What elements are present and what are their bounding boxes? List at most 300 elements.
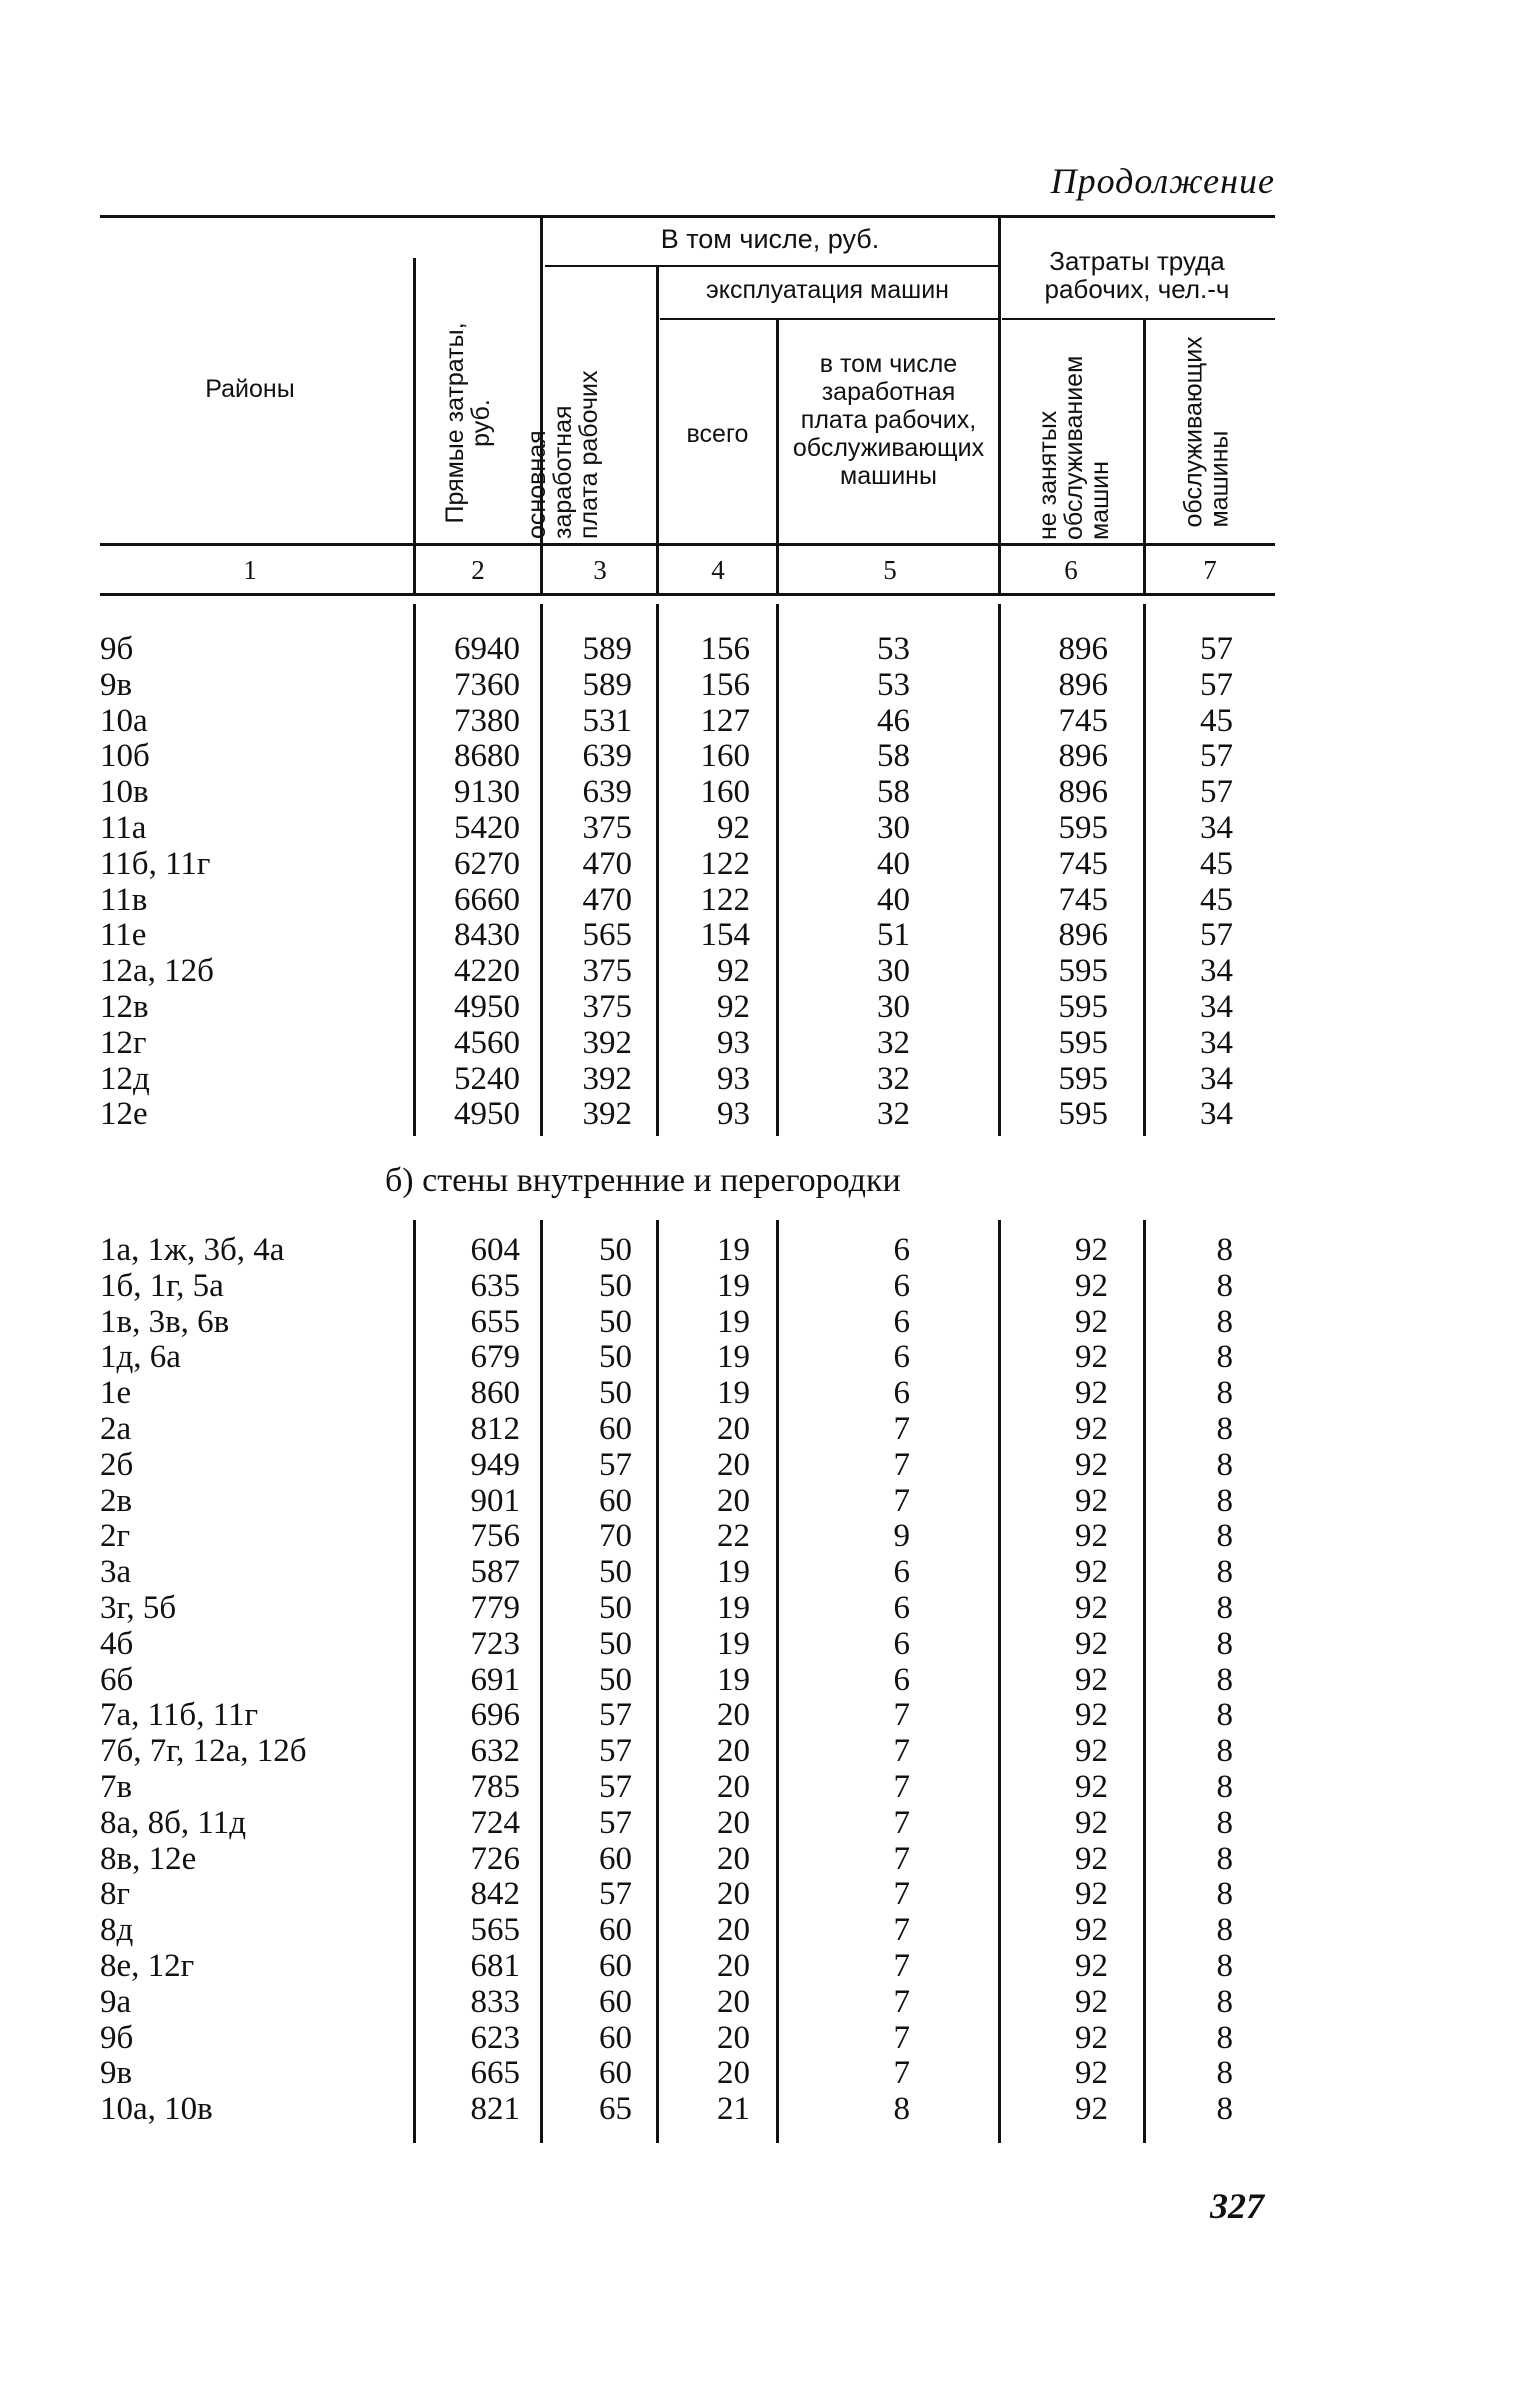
cell-labor-serving: 57 [1200, 917, 1233, 954]
cell-labor-not-serving: 92 [1075, 1912, 1108, 1949]
colnum-1: 1 [243, 555, 257, 585]
cell-machine-wage: 6 [893, 1590, 910, 1626]
table-row [0, 1734, 1520, 1770]
cell-machines-total: 122 [700, 881, 750, 918]
colnum-5: 5 [883, 555, 897, 585]
cell-base-wage: 589 [582, 666, 632, 703]
cell-labor-serving: 8 [1216, 1733, 1233, 1770]
cell-labor-serving: 8 [1216, 1697, 1233, 1734]
cell-base-wage: 57 [599, 1769, 632, 1805]
table-row [0, 1448, 1520, 1484]
cell-labor-serving: 34 [1200, 1096, 1233, 1133]
cell-labor-not-serving: 92 [1075, 1661, 1108, 1698]
cell-machines-total: 20 [717, 1733, 750, 1770]
cell-labor-not-serving: 92 [1075, 1625, 1108, 1662]
cell-labor-not-serving: 595 [1058, 810, 1108, 846]
header-direct-costs: Прямые затраты, руб. [441, 322, 495, 524]
cell-machine-wage: 6 [893, 1267, 910, 1304]
table-row [0, 1985, 1520, 2021]
table-row [0, 2021, 1520, 2057]
cell-district: 9а [100, 1983, 132, 2020]
cell-direct-costs: 724 [470, 1804, 520, 1841]
cell-direct-costs: 860 [470, 1375, 520, 1412]
cell-direct-costs: 4560 [454, 1024, 520, 1061]
cell-labor-not-serving: 92 [1075, 1267, 1108, 1304]
cell-machine-wage: 7 [893, 2019, 910, 2056]
table-row [0, 1877, 1520, 1913]
cell-labor-serving: 34 [1200, 989, 1233, 1025]
cell-direct-costs: 842 [470, 1876, 520, 1913]
cell-labor-serving: 8 [1216, 1948, 1233, 1984]
cell-labor-not-serving: 92 [1075, 1769, 1108, 1805]
cell-base-wage: 375 [582, 810, 632, 846]
cell-district: 8г [100, 1876, 131, 1913]
cell-machines-total: 160 [700, 774, 750, 811]
cell-direct-costs: 723 [470, 1625, 520, 1662]
cell-direct-costs: 679 [470, 1339, 520, 1376]
cell-machine-wage: 7 [893, 2055, 910, 2092]
header-machine-operator-wage: в том числе заработная плата рабочих, обслуживающих машины [792, 350, 985, 490]
cell-base-wage: 375 [582, 953, 632, 990]
table-row [0, 1097, 1520, 1133]
cell-machines-total: 19 [717, 1232, 750, 1268]
header-not-serving-machines: не занятых обслуживанием машин [1034, 355, 1114, 540]
cell-district: 11в [100, 881, 148, 918]
cell-labor-serving: 45 [1200, 702, 1233, 739]
cell-machine-wage: 7 [893, 1804, 910, 1841]
cell-base-wage: 50 [599, 1339, 632, 1376]
header-labor-group: Затраты труда рабочих, чел.-ч [1044, 246, 1230, 304]
cell-labor-serving: 57 [1200, 774, 1233, 811]
cell-base-wage: 639 [582, 774, 632, 811]
cell-labor-not-serving: 92 [1075, 2055, 1108, 2092]
cell-direct-costs: 8680 [454, 738, 520, 775]
cell-district: 3а [100, 1554, 132, 1591]
cell-labor-serving: 8 [1216, 1590, 1233, 1626]
cell-machine-wage: 7 [893, 1733, 910, 1770]
colnum-4: 4 [711, 555, 725, 585]
continuation-label: Продолжение [1050, 161, 1275, 201]
cell-district: 3г, 5б [100, 1590, 177, 1626]
cell-machine-wage: 53 [877, 666, 910, 703]
cell-district: 7б, 7г, 12а, 12б [100, 1733, 307, 1770]
cell-labor-not-serving: 896 [1058, 774, 1108, 811]
table-row [0, 1949, 1520, 1985]
cell-labor-serving: 8 [1216, 2055, 1233, 2092]
cell-base-wage: 60 [599, 1983, 632, 2020]
cell-base-wage: 57 [599, 1697, 632, 1734]
cell-labor-not-serving: 595 [1058, 1060, 1108, 1097]
section-b-title: б) стены внутренние и перегородки [385, 1162, 901, 1199]
cell-direct-costs: 623 [470, 2019, 520, 2056]
cell-machines-total: 92 [717, 953, 750, 990]
cell-district: 10а [100, 702, 148, 739]
cell-district: 9б [100, 2019, 134, 2056]
cell-machines-total: 19 [717, 1267, 750, 1304]
table-row [0, 739, 1520, 775]
cell-base-wage: 60 [599, 1411, 632, 1447]
cell-direct-costs: 632 [470, 1733, 520, 1770]
cell-base-wage: 60 [599, 1912, 632, 1949]
cell-base-wage: 470 [582, 881, 632, 918]
cell-labor-serving: 8 [1216, 1411, 1233, 1447]
cell-machine-wage: 46 [877, 702, 910, 739]
cell-district: 2г [100, 1518, 131, 1555]
header-vline-1 [413, 258, 416, 594]
cell-direct-costs: 691 [470, 1661, 520, 1698]
cell-labor-serving: 45 [1200, 881, 1233, 918]
cell-base-wage: 60 [599, 1482, 632, 1519]
cell-labor-not-serving: 595 [1058, 1024, 1108, 1061]
cell-base-wage: 50 [599, 1625, 632, 1662]
cell-machines-total: 20 [717, 1804, 750, 1841]
cell-district: 7в [100, 1769, 133, 1805]
cell-machines-total: 20 [717, 1769, 750, 1805]
cell-labor-serving: 8 [1216, 1876, 1233, 1913]
cell-base-wage: 60 [599, 1840, 632, 1877]
header-districts: Районы [205, 375, 295, 403]
cell-direct-costs: 4950 [454, 989, 520, 1025]
cell-machines-total: 127 [700, 702, 750, 739]
cell-machines-total: 20 [717, 1482, 750, 1519]
table-row [0, 1269, 1520, 1305]
cell-direct-costs: 756 [470, 1518, 520, 1555]
cell-district: 9в [100, 2055, 133, 2092]
cell-labor-not-serving: 92 [1075, 1339, 1108, 1376]
cell-labor-serving: 34 [1200, 953, 1233, 990]
cell-labor-serving: 8 [1216, 1769, 1233, 1805]
table-row [0, 1663, 1520, 1699]
table-row [0, 1770, 1520, 1806]
cell-machine-wage: 6 [893, 1303, 910, 1340]
cell-direct-costs: 949 [470, 1446, 520, 1483]
cell-direct-costs: 833 [470, 1983, 520, 2020]
cell-labor-serving: 8 [1216, 2019, 1233, 2056]
cell-machines-total: 20 [717, 1446, 750, 1483]
table-row [0, 1842, 1520, 1878]
cell-labor-serving: 57 [1200, 738, 1233, 775]
cell-labor-serving: 8 [1216, 1375, 1233, 1412]
cell-base-wage: 60 [599, 2019, 632, 2056]
cell-machines-total: 93 [717, 1024, 750, 1061]
cell-direct-costs: 6270 [454, 845, 520, 882]
cell-machines-total: 19 [717, 1554, 750, 1591]
cell-labor-not-serving: 595 [1058, 953, 1108, 990]
cell-machine-wage: 32 [877, 1060, 910, 1097]
cell-labor-not-serving: 92 [1075, 1375, 1108, 1412]
table-row [0, 1806, 1520, 1842]
cell-labor-serving: 57 [1200, 666, 1233, 703]
table-row [0, 1062, 1520, 1098]
cell-machines-total: 160 [700, 738, 750, 775]
table-row [0, 2092, 1520, 2128]
cell-direct-costs: 779 [470, 1590, 520, 1626]
cell-machine-wage: 6 [893, 1375, 910, 1412]
cell-machines-total: 19 [717, 1661, 750, 1698]
cell-direct-costs: 5420 [454, 810, 520, 846]
cell-district: 1е [100, 1375, 132, 1412]
cell-machines-total: 122 [700, 845, 750, 882]
cell-district: 12а, 12б [100, 953, 214, 990]
cell-direct-costs: 604 [470, 1232, 520, 1268]
cell-direct-costs: 655 [470, 1303, 520, 1340]
cell-machines-total: 19 [717, 1590, 750, 1626]
table-top-rule [100, 215, 1275, 218]
cell-labor-not-serving: 745 [1058, 845, 1108, 882]
cell-labor-serving: 34 [1200, 1024, 1233, 1061]
cell-machine-wage: 53 [877, 631, 910, 667]
cell-machines-total: 19 [717, 1303, 750, 1340]
cell-machines-total: 92 [717, 989, 750, 1025]
cell-base-wage: 60 [599, 2055, 632, 2092]
cell-district: 10в [100, 774, 149, 811]
cell-machine-wage: 30 [877, 810, 910, 846]
cell-labor-serving: 8 [1216, 1983, 1233, 2020]
cell-district: 10а, 10в [100, 2091, 213, 2128]
cell-district: 1б, 1г, 5а [100, 1267, 224, 1304]
cell-district: 4б [100, 1625, 134, 1662]
cell-base-wage: 70 [599, 1518, 632, 1555]
cell-labor-not-serving: 92 [1075, 1446, 1108, 1483]
cell-machines-total: 93 [717, 1096, 750, 1133]
table-row [0, 1340, 1520, 1376]
cell-labor-not-serving: 92 [1075, 1482, 1108, 1519]
cell-machines-total: 20 [717, 1948, 750, 1984]
cell-labor-not-serving: 92 [1075, 1697, 1108, 1734]
table-row [0, 632, 1520, 668]
cell-machine-wage: 7 [893, 1876, 910, 1913]
cell-machines-total: 20 [717, 1840, 750, 1877]
cell-labor-not-serving: 92 [1075, 1518, 1108, 1555]
cell-labor-not-serving: 745 [1058, 881, 1108, 918]
cell-district: 8е, 12г [100, 1948, 195, 1984]
cell-labor-serving: 8 [1216, 1482, 1233, 1519]
cell-base-wage: 531 [582, 702, 632, 739]
cell-base-wage: 392 [582, 1024, 632, 1061]
cell-base-wage: 60 [599, 1948, 632, 1984]
cell-base-wage: 65 [599, 2091, 632, 2128]
cell-machines-total: 92 [717, 810, 750, 846]
cell-labor-serving: 8 [1216, 2091, 1233, 2128]
cell-machine-wage: 7 [893, 1912, 910, 1949]
cell-machines-total: 19 [717, 1339, 750, 1376]
cell-base-wage: 50 [599, 1375, 632, 1412]
cell-base-wage: 50 [599, 1554, 632, 1591]
cell-base-wage: 50 [599, 1303, 632, 1340]
table-row [0, 1233, 1520, 1269]
cell-machines-total: 156 [700, 666, 750, 703]
cell-machines-total: 20 [717, 2055, 750, 2092]
cell-machines-total: 154 [700, 917, 750, 954]
cell-direct-costs: 6940 [454, 631, 520, 667]
cell-direct-costs: 5240 [454, 1060, 520, 1097]
cell-base-wage: 50 [599, 1232, 632, 1268]
header-base-wage: основная заработная плата рабочих [523, 370, 603, 539]
cell-district: 7а, 11б, 11г [100, 1697, 259, 1734]
cell-district: 1а, 1ж, 3б, 4а [100, 1232, 285, 1268]
cell-district: 1в, 3в, 6в [100, 1303, 230, 1340]
cell-direct-costs: 587 [470, 1554, 520, 1591]
cell-machines-total: 21 [717, 2091, 750, 2128]
table-row [0, 1484, 1520, 1520]
cell-labor-serving: 8 [1216, 1303, 1233, 1340]
cell-machine-wage: 6 [893, 1661, 910, 1698]
cell-direct-costs: 665 [470, 2055, 520, 2092]
cell-machine-wage: 7 [893, 1840, 910, 1877]
labor-group-rule [1002, 318, 1275, 320]
table-row [0, 811, 1520, 847]
table-row [0, 1913, 1520, 1949]
cell-machine-wage: 30 [877, 989, 910, 1025]
machines-group-rule [660, 318, 1000, 320]
table-row [0, 1555, 1520, 1591]
cell-base-wage: 50 [599, 1267, 632, 1304]
cell-machine-wage: 40 [877, 845, 910, 882]
cell-machine-wage: 32 [877, 1096, 910, 1133]
cell-labor-serving: 8 [1216, 1625, 1233, 1662]
cell-machine-wage: 6 [893, 1339, 910, 1376]
colnum-6: 6 [1064, 555, 1078, 585]
cell-direct-costs: 7360 [454, 666, 520, 703]
cell-labor-not-serving: 896 [1058, 631, 1108, 667]
cell-base-wage: 470 [582, 845, 632, 882]
cell-machines-total: 20 [717, 1876, 750, 1913]
colnum-3: 3 [593, 555, 607, 585]
cell-machine-wage: 9 [893, 1518, 910, 1555]
cell-machine-wage: 7 [893, 1697, 910, 1734]
cell-machines-total: 19 [717, 1375, 750, 1412]
table-row [0, 1305, 1520, 1341]
cell-direct-costs: 9130 [454, 774, 520, 811]
cell-labor-not-serving: 92 [1075, 1840, 1108, 1877]
table-row [0, 883, 1520, 919]
cell-district: 2а [100, 1411, 132, 1447]
cell-direct-costs: 7380 [454, 702, 520, 739]
cell-base-wage: 57 [599, 1446, 632, 1483]
cell-labor-serving: 34 [1200, 810, 1233, 846]
header-vline-5 [998, 215, 1001, 594]
cell-labor-serving: 8 [1216, 1518, 1233, 1555]
cell-machine-wage: 7 [893, 1983, 910, 2020]
cell-district: 11е [100, 917, 147, 954]
cell-machine-wage: 30 [877, 953, 910, 990]
header-incl-group: В том числе, руб. [660, 224, 880, 254]
cell-district: 9в [100, 666, 133, 703]
cell-labor-not-serving: 92 [1075, 1554, 1108, 1591]
cell-direct-costs: 901 [470, 1482, 520, 1519]
cell-labor-not-serving: 92 [1075, 1590, 1108, 1626]
cell-labor-not-serving: 896 [1058, 738, 1108, 775]
cell-machines-total: 156 [700, 631, 750, 667]
cell-direct-costs: 681 [470, 1948, 520, 1984]
cell-base-wage: 639 [582, 738, 632, 775]
cell-machine-wage: 6 [893, 1554, 910, 1591]
cell-district: 12в [100, 989, 149, 1025]
cell-base-wage: 57 [599, 1804, 632, 1841]
cell-direct-costs: 785 [470, 1769, 520, 1805]
cell-labor-not-serving: 92 [1075, 1804, 1108, 1841]
cell-labor-not-serving: 92 [1075, 2019, 1108, 2056]
cell-machines-total: 93 [717, 1060, 750, 1097]
cell-labor-serving: 45 [1200, 845, 1233, 882]
table-row [0, 954, 1520, 990]
cell-machine-wage: 7 [893, 1446, 910, 1483]
header-machines-total: всего [686, 420, 749, 448]
cell-machine-wage: 51 [877, 917, 910, 954]
cell-labor-serving: 8 [1216, 1232, 1233, 1268]
cell-district: 11а [100, 810, 147, 846]
cell-district: 8а, 8б, 11д [100, 1804, 247, 1841]
cell-direct-costs: 635 [470, 1267, 520, 1304]
cell-district: 12е [100, 1096, 148, 1133]
cell-base-wage: 392 [582, 1096, 632, 1133]
cell-machines-total: 19 [717, 1625, 750, 1662]
cell-labor-not-serving: 92 [1075, 1948, 1108, 1984]
table-row [0, 1698, 1520, 1734]
cell-base-wage: 57 [599, 1876, 632, 1913]
cell-machines-total: 22 [717, 1518, 750, 1555]
header-vline-6 [1143, 318, 1146, 594]
cell-labor-not-serving: 745 [1058, 702, 1108, 739]
cell-base-wage: 375 [582, 989, 632, 1025]
cell-labor-not-serving: 92 [1075, 1303, 1108, 1340]
cell-district: 12д [100, 1060, 150, 1097]
cell-labor-serving: 8 [1216, 1267, 1233, 1304]
table-row [0, 1376, 1520, 1412]
table-row [0, 1412, 1520, 1448]
cell-direct-costs: 726 [470, 1840, 520, 1877]
table-row [0, 1026, 1520, 1062]
table-row [0, 704, 1520, 740]
cell-direct-costs: 812 [470, 1411, 520, 1447]
cell-labor-not-serving: 896 [1058, 917, 1108, 954]
cell-labor-not-serving: 595 [1058, 989, 1108, 1025]
cell-district: 8в, 12е [100, 1840, 197, 1877]
cell-machine-wage: 7 [893, 1411, 910, 1447]
table-row [0, 775, 1520, 811]
page-number: 327 [1210, 2186, 1264, 2226]
table-row [0, 2056, 1520, 2092]
cell-district: 2в [100, 1482, 133, 1519]
table-row [0, 1519, 1520, 1555]
cell-labor-not-serving: 92 [1075, 1232, 1108, 1268]
cell-direct-costs: 8430 [454, 917, 520, 954]
cell-direct-costs: 4220 [454, 953, 520, 990]
cell-labor-not-serving: 92 [1075, 1876, 1108, 1913]
cell-machine-wage: 6 [893, 1625, 910, 1662]
cell-labor-serving: 57 [1200, 631, 1233, 667]
cell-district: 1д, 6а [100, 1339, 181, 1376]
cell-machines-total: 20 [717, 1983, 750, 2020]
colnum-bottom-rule [100, 593, 1275, 596]
table-row [0, 668, 1520, 704]
cell-machine-wage: 8 [893, 2091, 910, 2128]
header-machines-group: эксплуатация машин [706, 276, 949, 304]
cell-labor-not-serving: 595 [1058, 1096, 1108, 1133]
cell-district: 11б, 11г [100, 845, 211, 882]
cell-labor-serving: 8 [1216, 1661, 1233, 1698]
cell-labor-serving: 8 [1216, 1840, 1233, 1877]
cell-labor-serving: 34 [1200, 1060, 1233, 1097]
cell-base-wage: 57 [599, 1733, 632, 1770]
cell-labor-not-serving: 92 [1075, 1983, 1108, 2020]
cell-direct-costs: 696 [470, 1697, 520, 1734]
cell-machine-wage: 6 [893, 1232, 910, 1268]
cell-base-wage: 50 [599, 1590, 632, 1626]
cell-labor-not-serving: 92 [1075, 1733, 1108, 1770]
header-vline-4 [776, 318, 779, 594]
cell-base-wage: 565 [582, 917, 632, 954]
